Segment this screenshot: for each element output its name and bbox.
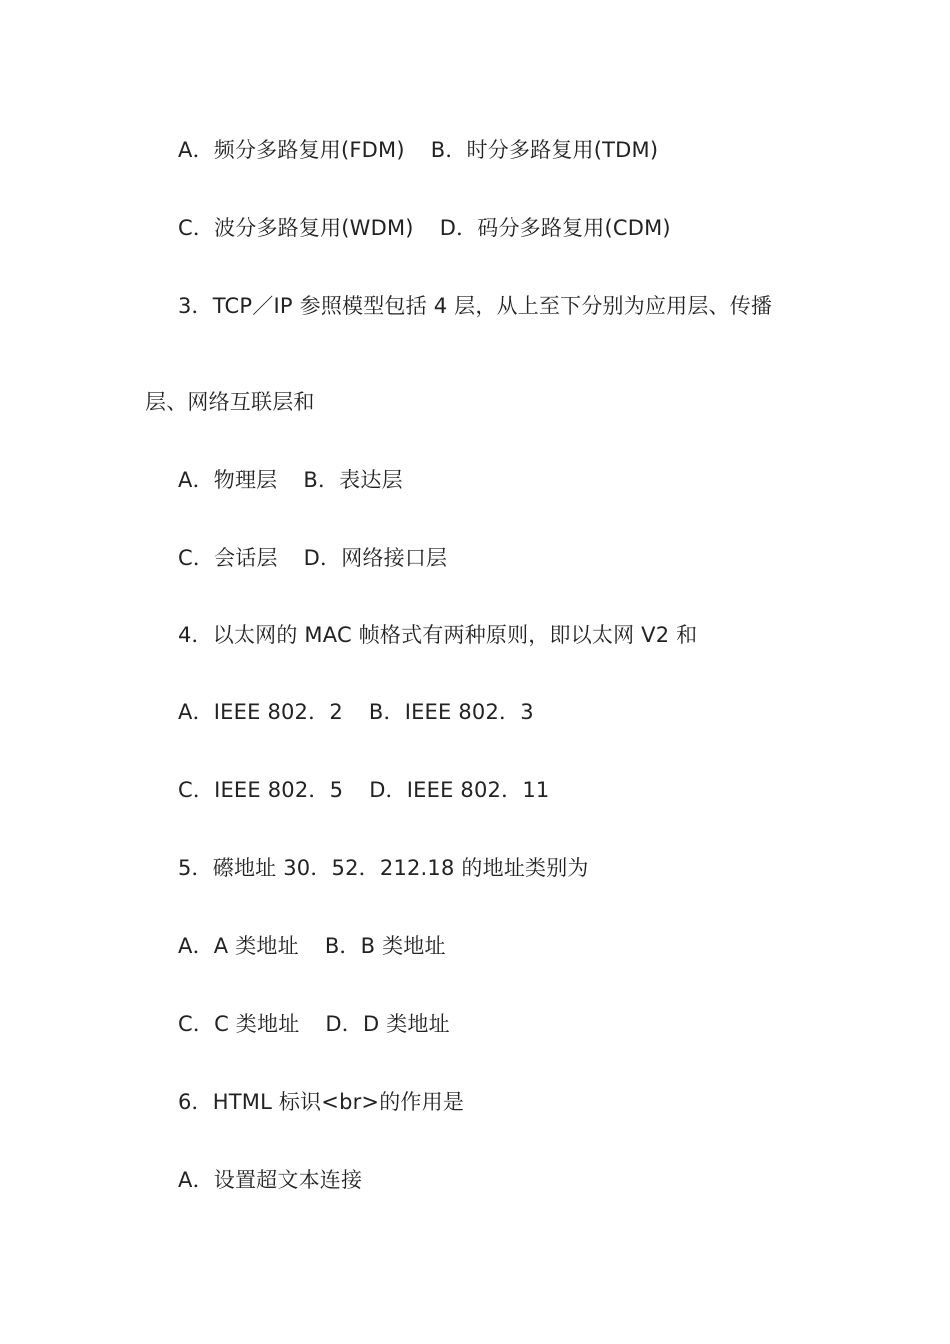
option-a-ieee-802-2: A．IEEE 802．2 <box>178 700 343 724</box>
question-6: 6．HTML 标识<br>的作用是 <box>178 1090 465 1114</box>
option-line-q3-ab <box>178 465 403 495</box>
option-c-class-c: C．C 类地址 <box>178 1012 300 1036</box>
option-line-fdm-tdm <box>178 135 658 165</box>
option-a-class-a: A．A 类地址 <box>178 934 299 958</box>
option-line-wdm-cdm <box>178 213 671 243</box>
question-3: 3．TCP／IP 参照模型包括 4 层，从上至下分别为应用层、传播 <box>178 294 773 318</box>
option-c-wdm: C．波分多路复用(WDM) <box>178 216 414 240</box>
option-b-class-b: B．B 类地址 <box>324 934 446 958</box>
option-a-physical-layer: A．物理层 <box>178 468 278 492</box>
option-line-q5-cd <box>178 1009 450 1039</box>
option-c-ieee-802-5: C．IEEE 802．5 <box>178 778 344 802</box>
option-d-cdm: D．码分多路复用(CDM) <box>439 216 671 240</box>
option-d-network-interface-layer: D．网络接口层 <box>303 546 448 570</box>
option-line-q5-ab <box>178 931 446 961</box>
option-b-tdm: B．时分多路复用(TDM) <box>430 138 659 162</box>
option-line-q3-cd <box>178 543 447 573</box>
option-d-ieee-802-11: D．IEEE 802．11 <box>369 778 550 802</box>
option-c-session-layer: C．会话层 <box>178 546 278 570</box>
question-4: 4．以太网的 MAC 帧格式有两种原则，即以太网 V2 和 <box>178 623 698 647</box>
option-line-q4-cd <box>178 775 549 805</box>
option-a-fdm: A．频分多路复用(FDM) <box>178 138 405 162</box>
option-b-ieee-802-3: B．IEEE 802．3 <box>368 700 534 724</box>
option-a-hyperlink: A．设置超文本连接 <box>178 1168 363 1192</box>
option-line-q4-ab <box>178 697 534 727</box>
question-5: 5．礤地址 30．52．212.18 的地址类别为 <box>178 856 589 880</box>
question-3-continuation: 层、网络互联层和 <box>145 390 315 414</box>
option-b-presentation-layer: B．表达层 <box>303 468 403 492</box>
option-d-class-d: D．D 类地址 <box>325 1012 450 1036</box>
